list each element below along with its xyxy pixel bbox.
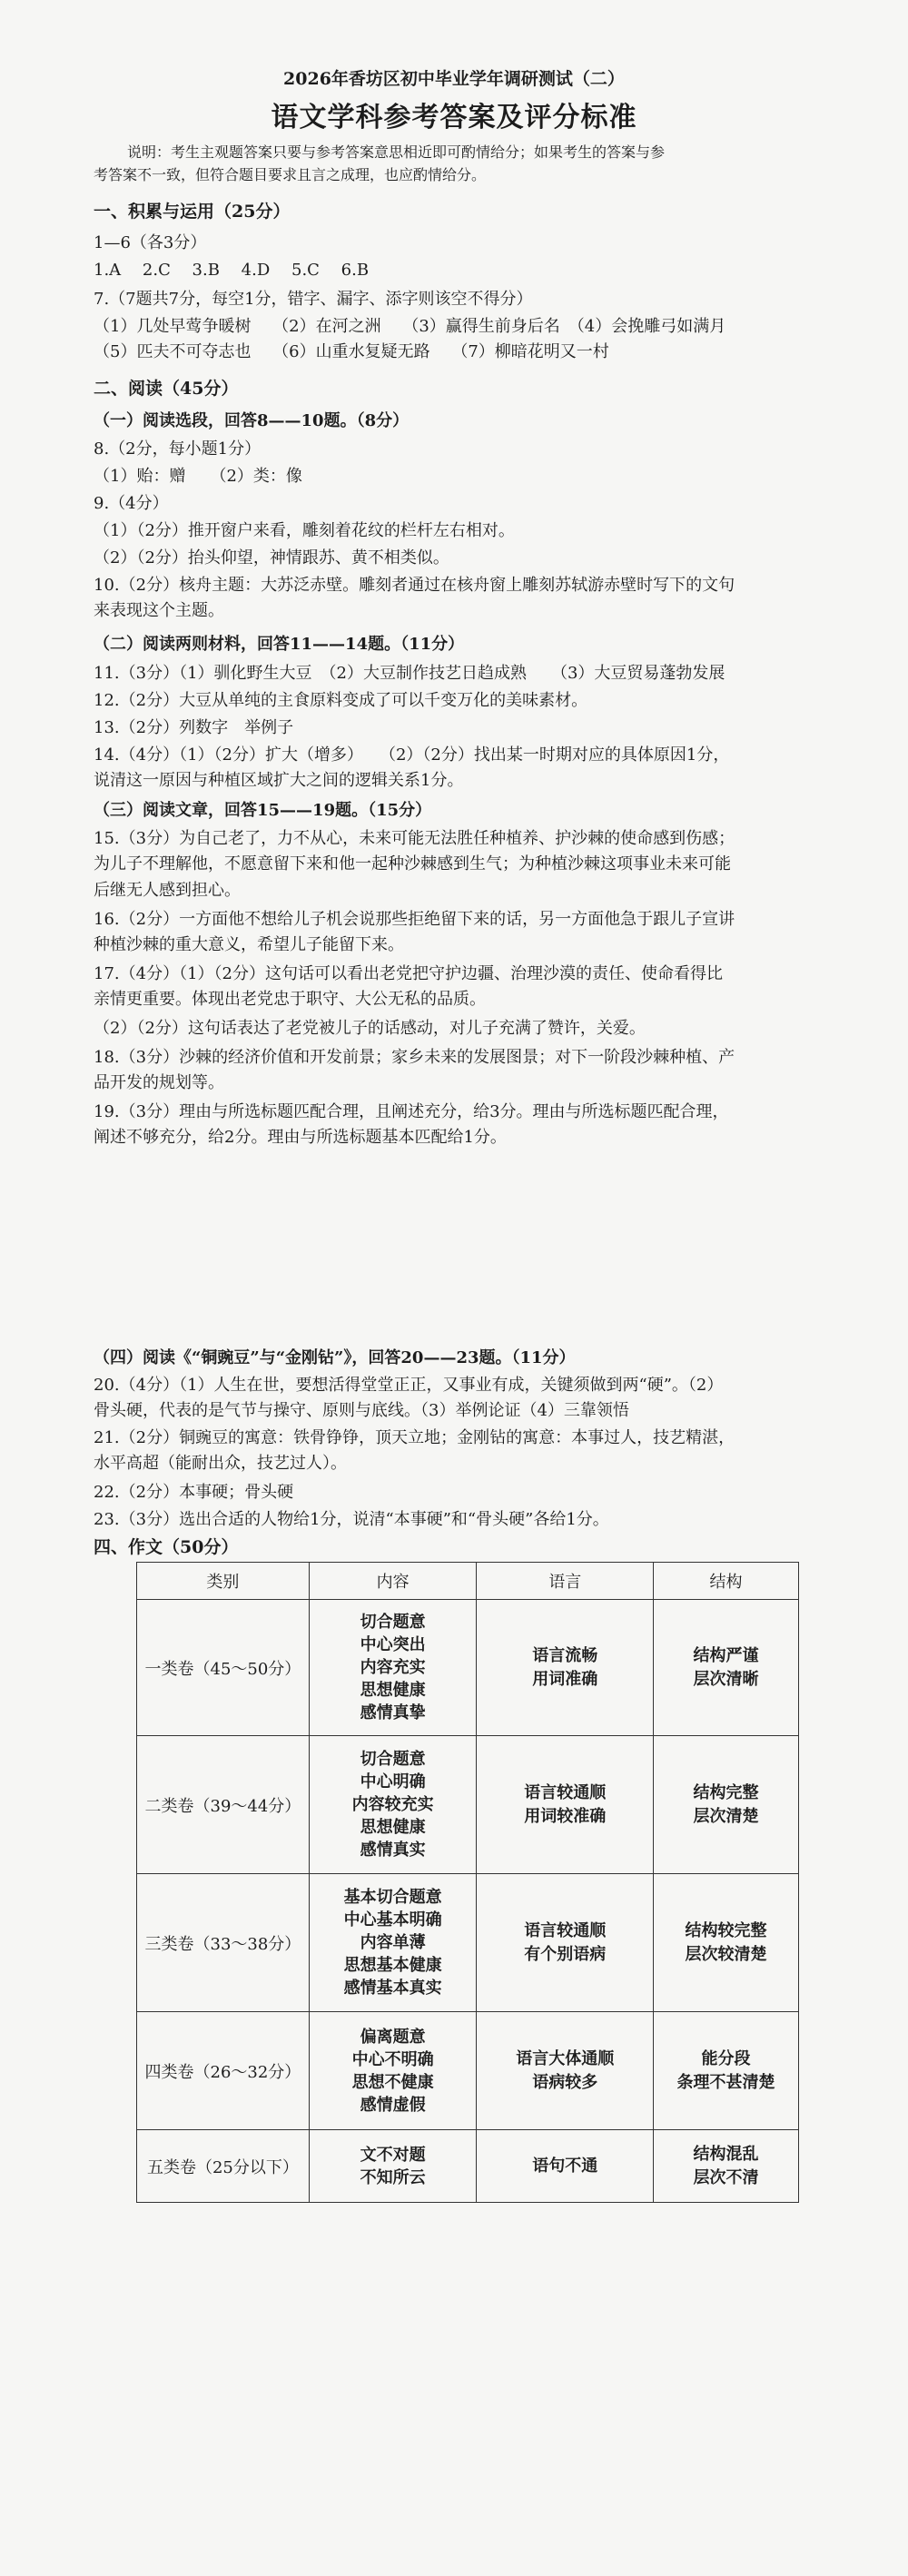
answer-line: 17.（4分）（1）（2分）这句话可以看出老党把守护边疆、治理沙漠的责任、使命看得比 <box>94 964 723 983</box>
answer-line: 水平高超（能耐出众，技艺过人）。 <box>94 1454 347 1473</box>
criteria-item: 切合题意 <box>360 1613 426 1632</box>
criteria-item: 层次清楚 <box>693 1806 759 1826</box>
language-criteria <box>477 1874 654 2012</box>
note-line-2: 考答案不一致，但符合题目要求且言之成理，也应酌情给分。 <box>94 166 487 183</box>
criteria-item: 层次不清 <box>693 2167 759 2187</box>
criteria-item: 中心明确 <box>360 1772 426 1791</box>
criteria-item: 内容充实 <box>360 1658 426 1677</box>
answer-line: 16.（2分）一方面他不想给儿子机会说那些拒绝留下来的话，另一方面他急于跟儿子宣讲 <box>94 910 735 929</box>
criteria-item: 中心突出 <box>360 1635 426 1654</box>
answer-line: 1—6（各3分） <box>94 233 207 252</box>
answer-line: 后继无人感到担心。 <box>94 881 241 900</box>
criteria-item: 偏离题意 <box>360 2027 426 2047</box>
grade-category: 五类卷（25分以下） <box>137 2130 310 2203</box>
criteria-item: 内容较充实 <box>351 1795 434 1814</box>
column-header: 内容 <box>309 1563 477 1600</box>
structure-criteria <box>654 1874 799 2012</box>
note-line-1: 说明：考生主观题答案只要与参考答案意思相近即可酌情给分；如果考生的答案与参 <box>127 143 666 161</box>
exam-name: 2026年香坊区初中毕业学年调研测试（二） <box>283 69 625 89</box>
table-row <box>137 1736 799 1874</box>
content-criteria <box>309 1736 477 1874</box>
table-row <box>137 2012 799 2130</box>
content-criteria <box>309 1600 477 1736</box>
answer-line: （1）几处早莺争暖树 （2）在河之洲 （3）赢得生前身后名 （4）会挽雕弓如满月 <box>94 317 726 336</box>
content-criteria <box>309 2130 477 2203</box>
criteria-item: 思想健康 <box>360 1818 426 1837</box>
criteria-item: 结构较完整 <box>685 1920 767 1940</box>
section-title-1: 一、积累与运用（25分） <box>94 202 291 222</box>
grade-category: 三类卷（33～38分） <box>137 1874 310 2012</box>
criteria-item: 内容单薄 <box>360 1933 426 1952</box>
criteria-item: 思想基本健康 <box>343 1956 442 1975</box>
content-criteria <box>309 1874 477 2012</box>
content-criteria <box>309 2012 477 2130</box>
answer-line: 21.（2分）铜豌豆的寓意：铁骨铮铮，顶天立地；金刚钻的寓意：本事过人，技艺精湛， <box>94 1428 735 1447</box>
criteria-item: 感情真挚 <box>360 1703 426 1722</box>
answer-line: 来表现这个主题。 <box>94 601 224 620</box>
criteria-item: 语言流畅 <box>532 1645 598 1665</box>
answer-line: 为儿子不理解他，不愿意留下来和他一起种沙棘感到生气；为种植沙棘这项事业未来可能 <box>94 854 731 873</box>
criteria-item: 有个别语病 <box>524 1944 607 1964</box>
answer-line: 亲情更重要。体现出老党忠于职守、大公无私的品质。 <box>94 990 486 1009</box>
grade-category: 一类卷（45～50分） <box>137 1600 310 1736</box>
answer-line: 品开发的规划等。 <box>94 1073 224 1092</box>
structure-criteria <box>654 2130 799 2203</box>
answer-line: 种植沙棘的重大意义，希望儿子能留下来。 <box>94 935 404 954</box>
subsection-title: （二）阅读两则材料，回答11——14题。（11分） <box>94 635 465 654</box>
answer-line: 10.（2分）核舟主题：大苏泛赤壁。雕刻者通过在核舟窗上雕刻苏轼游赤壁时写下的文句 <box>94 576 735 595</box>
answer-line: 9.（4分） <box>94 494 169 513</box>
criteria-item: 感情虚假 <box>360 2095 426 2115</box>
answer-line: 8.（2分，每小题1分） <box>94 439 262 459</box>
answer-line: 阐述不够充分，给2分。理由与所选标题基本匹配给1分。 <box>94 1128 507 1147</box>
column-header: 语言 <box>477 1563 654 1600</box>
answer-line: 11.（3分）（1）驯化野生大豆 （2）大豆制作技艺日趋成熟 （3）大豆贸易蓬勃发展 <box>94 664 725 683</box>
essay-grading-table <box>136 1562 799 2203</box>
answer-line: 说清这一原因与种植区域扩大之间的逻辑关系1分。 <box>94 771 464 790</box>
criteria-item: 条理不甚清楚 <box>676 2072 775 2092</box>
answer-line: 12.（2分）大豆从单纯的主食原料变成了可以千变万化的美味素材。 <box>94 691 588 710</box>
section-title-2: 二、阅读（45分） <box>94 379 239 399</box>
structure-criteria <box>654 1600 799 1736</box>
criteria-item: 语言较通顺 <box>524 1782 607 1802</box>
criteria-item: 文不对题 <box>360 2145 426 2165</box>
answer-line: 23.（3分）选出合适的人物给1分，说清“本事硬”和“骨头硬”各给1分。 <box>94 1510 609 1529</box>
criteria-item: 切合题意 <box>360 1750 426 1769</box>
language-criteria <box>477 1600 654 1736</box>
criteria-item: 结构严谨 <box>693 1645 759 1665</box>
criteria-item: 用词准确 <box>532 1669 598 1689</box>
answer-line: 骨头硬，代表的是气节与操守、原则与底线。（3）举例论证（4）三靠领悟 <box>94 1401 629 1420</box>
language-criteria <box>477 2012 654 2130</box>
column-header: 类别 <box>137 1563 310 1600</box>
answer-line: （5）匹夫不可夺志也 （6）山重水复疑无路 （7）柳暗花明又一村 <box>94 342 609 361</box>
criteria-item: 语句不通 <box>532 2156 598 2176</box>
table-header-row <box>137 1563 799 1600</box>
page-title: 语文学科参考答案及评分标准 <box>271 102 637 133</box>
answer-line: （1）贻：赠 （2）类：像 <box>94 467 302 486</box>
subsection-title: （四）阅读《“铜豌豆”与“金刚钻”》，回答20——23题。（11分） <box>94 1348 576 1367</box>
criteria-item: 结构完整 <box>693 1782 759 1802</box>
answer-line: （2）（2分）抬头仰望，神情跟苏、黄不相类似。 <box>94 548 449 568</box>
subsection-title: （一）阅读选段，回答8——10题。（8分） <box>94 411 410 430</box>
criteria-item: 能分段 <box>701 2048 751 2068</box>
criteria-item: 层次清晰 <box>693 1669 759 1689</box>
grade-category: 二类卷（39～44分） <box>137 1736 310 1874</box>
answer-line: （1）（2分）推开窗户来看，雕刻着花纹的栏杆左右相对。 <box>94 521 515 540</box>
answer-line: 15.（3分）为自己老了，力不从心，未来可能无法胜任种植养、护沙棘的使命感到伤感； <box>94 829 735 848</box>
criteria-item: 思想不健康 <box>351 2072 434 2092</box>
criteria-item: 层次较清楚 <box>685 1944 767 1964</box>
section-title-4: 四、作文（50分） <box>94 1537 239 1557</box>
criteria-item: 语病较多 <box>532 2072 598 2092</box>
criteria-item: 语言较通顺 <box>524 1920 607 1940</box>
table-row <box>137 1600 799 1736</box>
criteria-item: 语言大体通顺 <box>516 2048 615 2068</box>
table-row <box>137 2130 799 2203</box>
subsection-title: （三）阅读文章，回答15——19题。（15分） <box>94 801 432 820</box>
answer-line: 22.（2分）本事硬；骨头硬 <box>94 1483 294 1502</box>
language-criteria <box>477 1736 654 1874</box>
answer-line: 13.（2分）列数字 举例子 <box>94 718 294 737</box>
answer-line: 1.A 2.C 3.B 4.D 5.C 6.B <box>94 261 370 280</box>
criteria-item: 感情真实 <box>360 1841 426 1860</box>
criteria-item: 感情基本真实 <box>343 1979 442 1998</box>
criteria-item: 中心基本明确 <box>343 1910 442 1930</box>
language-criteria <box>477 2130 654 2203</box>
criteria-item: 中心不明确 <box>351 2049 434 2069</box>
answer-line: 18.（3分）沙棘的经济价值和开发前景；家乡未来的发展图景；对下一阶段沙棘种植、产 <box>94 1048 735 1067</box>
criteria-item: 结构混乱 <box>693 2144 759 2164</box>
criteria-item: 基本切合题意 <box>343 1888 442 1907</box>
table-row <box>137 1874 799 2012</box>
criteria-item: 用词较准确 <box>524 1806 607 1826</box>
answer-line: 20.（4分）（1）人生在世，要想活得堂堂正正，又事业有成，关键须做到两“硬”。（2） <box>94 1376 724 1395</box>
criteria-item: 不知所云 <box>360 2167 426 2187</box>
grade-category: 四类卷（26～32分） <box>137 2012 310 2130</box>
criteria-item: 思想健康 <box>360 1681 426 1700</box>
answer-line: 7.（7题共7分，每空1分，错字、漏字、添字则该空不得分） <box>94 290 533 309</box>
answer-line: 14.（4分）（1）（2分）扩大（增多） （2）（2分）找出某一时期对应的具体原因1分， <box>94 745 730 765</box>
column-header: 结构 <box>654 1563 799 1600</box>
answer-line: （2）（2分）这句话表达了老党被儿子的话感动，对儿子充满了赞许，关爱。 <box>94 1019 646 1038</box>
structure-criteria <box>654 1736 799 1874</box>
answer-line: 19.（3分）理由与所选标题匹配合理，且阐述充分，给3分。理由与所选标题匹配合理， <box>94 1102 729 1121</box>
structure-criteria <box>654 2012 799 2130</box>
